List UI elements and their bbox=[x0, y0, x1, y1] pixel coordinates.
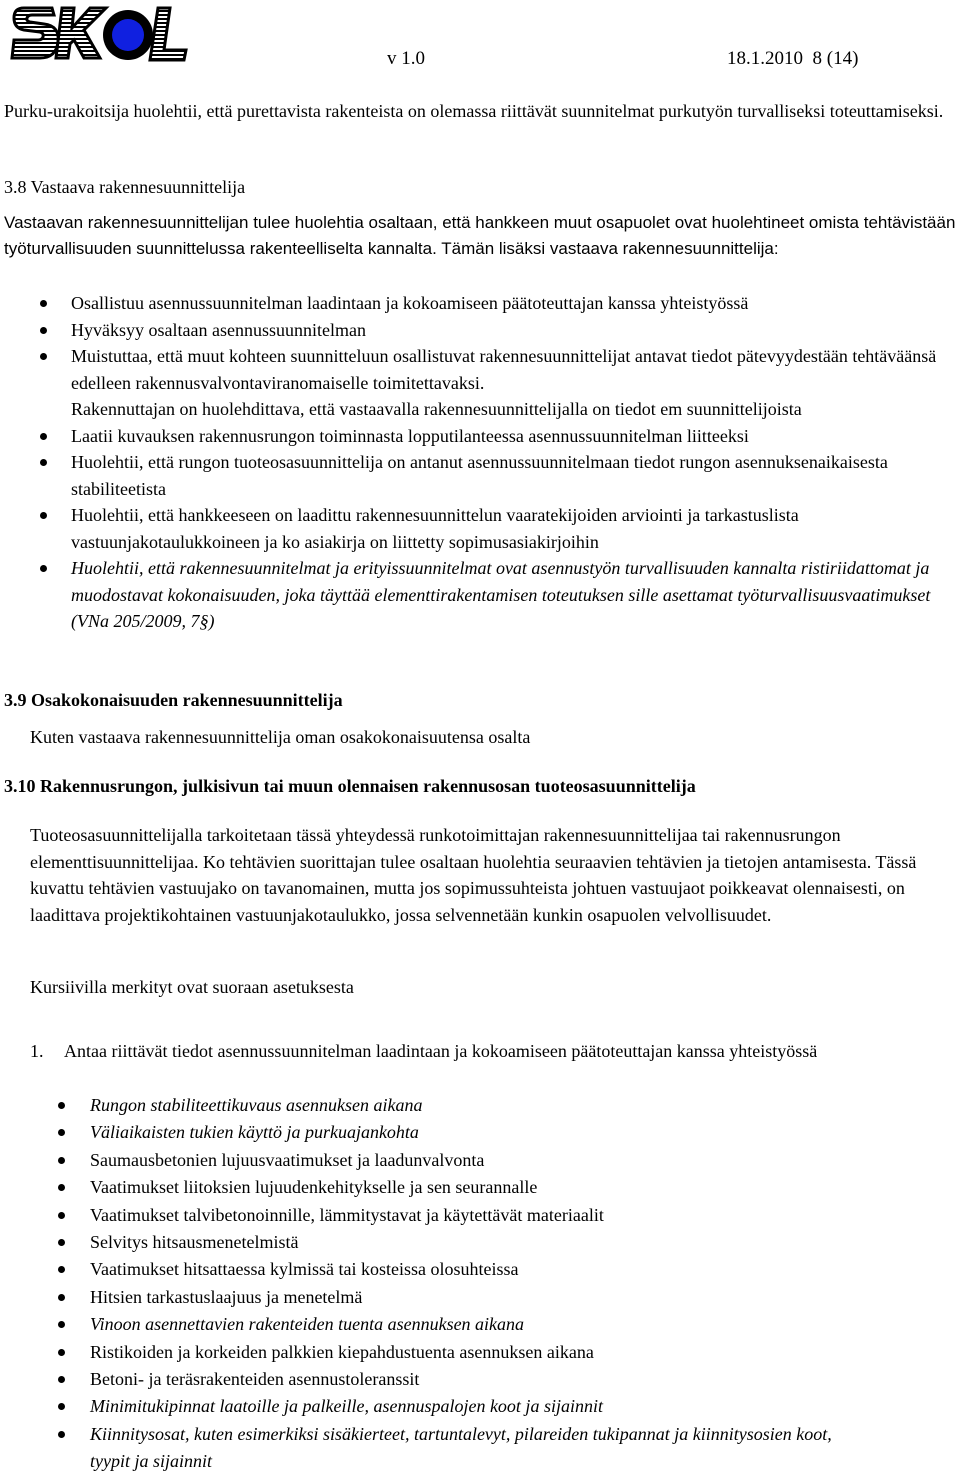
version-label: v 1.0 bbox=[387, 48, 425, 69]
sublist-item-text: Saumausbetonien lujuusvaatimukset ja laadunvalvonta bbox=[90, 1149, 485, 1170]
sublist-item-text: Selvitys hitsausmenetelmistä bbox=[90, 1232, 299, 1253]
sublist-item bbox=[56, 1393, 856, 1420]
list-item-text: Hyväksyy osaltaan asennussuunnitelman bbox=[71, 319, 366, 340]
sublist-item bbox=[56, 1421, 856, 1476]
sublist-item bbox=[56, 1311, 856, 1338]
list-item bbox=[4, 343, 944, 396]
date-page-label: 18.1.2010 8 (14) bbox=[727, 48, 859, 69]
list-item bbox=[4, 396, 944, 423]
list-item-text: Osallistuu asennussuunnitelman laadintaan ja kokoamiseen päätoteuttajan kanssa yhteistyössä bbox=[71, 293, 749, 313]
sublist-item-text: Vaatimukset talvibetonoinnille, lämmitystavat ja käytettävät materiaalit bbox=[90, 1204, 604, 1225]
sublist-item bbox=[56, 1147, 856, 1174]
section-3-9-title: 3.9 Osakokonaisuuden rakennesuunnittelija bbox=[4, 690, 343, 710]
list-item-text: Muistuttaa, että muut kohteen suunnitteluun osallistuvat rakennesuunnittelijat antavat tiedot pätevyydestään tehtäväänsä edelleen rakennusvalvontaviranomaiselle toimitettavaksi. bbox=[71, 346, 937, 393]
numbered-marker: 1. bbox=[30, 1041, 44, 1061]
sublist-item bbox=[56, 1229, 856, 1256]
numbered-item-text: Antaa riittävät tiedot asennussuunnitelman laadintaan ja kokoamiseen päätoteuttajan kanssa yhteistyössä bbox=[64, 1041, 818, 1061]
section-3-10-sublist bbox=[56, 1092, 856, 1476]
italics-note: Kursiivilla merkityt ovat suoraan asetuksesta bbox=[30, 977, 354, 997]
sublist-item bbox=[56, 1202, 856, 1229]
section-3-8-paragraph bbox=[4, 210, 960, 262]
list-item-text: Rakennuttajan on huolehdittava, että vastaavalla rakennesuunnittelijalla on tiedot em suunnittelijoista bbox=[71, 399, 802, 419]
list-item-text: Laatii kuvauksen rakennusrungon toiminnasta lopputilanteessa asennussuunnitelman liitteeksi bbox=[71, 425, 749, 446]
sublist-item-text: Kiinnitysosat, kuten esimerkiksi sisäkierteet, tartuntalevyt, pilareiden tukipannat ja kiinnitysosien koot, tyypit ja sijainnit bbox=[90, 1423, 832, 1472]
intro-paragraph: Purku-urakoitsija huolehtii, että purettavista rakenteista on olemassa riittävät suunnitelmat purkutyön turvalliseksi toteuttamiseksi. bbox=[4, 101, 944, 121]
list-item bbox=[4, 290, 944, 317]
sublist-item-text: Hitsien tarkastuslaajuus ja menetelmä bbox=[90, 1286, 363, 1307]
sublist-item-text: Betoni- ja teräsrakenteiden asennustoleranssit bbox=[90, 1369, 420, 1390]
section-3-8-text: Vastaavan rakennesuunnittelijan tulee huolehtia osaltaan, että hankkeen muut osapuolet ovat huolehtineet omista tehtävistään työturvallisuuden suunnittelussa rakenteelliselta kannalta. bbox=[4, 213, 956, 258]
list-item bbox=[4, 502, 944, 555]
skol-logo bbox=[10, 2, 192, 70]
list-item bbox=[4, 423, 944, 450]
sublist-item bbox=[56, 1284, 856, 1311]
sublist-item-text: Vaatimukset liitoksien lujuudenkehitykselle ja sen seurannalle bbox=[90, 1177, 538, 1198]
section-3-8-title: 3.8 Vastaava rakennesuunnittelija bbox=[4, 177, 246, 197]
section-3-9-paragraph: Kuten vastaava rakennesuunnittelija oman osakokonaisuutensa osalta bbox=[30, 727, 531, 747]
sublist-item bbox=[56, 1092, 856, 1119]
list-item bbox=[4, 555, 944, 635]
sublist-item-text: Väliaikaisten tukien käyttö ja purkuajankohta bbox=[90, 1122, 419, 1143]
sublist-item-text: Minimitukipinnat laatoille ja palkeille, asennuspalojen koot ja sijainnit bbox=[90, 1396, 603, 1417]
sublist-item-text: Vinoon asennettavien rakenteiden tuenta asennuksen aikana bbox=[90, 1314, 525, 1335]
section-3-8-list bbox=[4, 290, 944, 635]
sublist-item bbox=[56, 1174, 856, 1201]
section-3-8-text-2: Tämän lisäksi vastaava rakennesuunnittelija: bbox=[441, 239, 779, 258]
list-item bbox=[4, 449, 944, 502]
sublist-item bbox=[56, 1119, 856, 1146]
sublist-item bbox=[56, 1256, 856, 1283]
list-item-text: Huolehtii, että hankkeeseen on laadittu rakennesuunnittelun vaaratekijoiden arviointi ja tarkastuslista vastuunjakotaulukkoineen ja ko asiakirja on liittetty sopimusasiakirjoihin bbox=[71, 505, 799, 552]
section-3-10-paragraph: Tuoteosasuunnittelijalla tarkoitetaan tässä yhteydessä runkotoimittajan rakennesuunnittelijaa tai rakennusrungon elementtisuunnittelijaa. Ko tehtävien suorittajan tulee osaltaan huolehtia seuraavien tehtävien ja tietojen antamisesta. Tässä kuvattu tehtävien vastuujako on tavanomainen, mutta jos sopimussuhteista johtuen vastuujaot poikkeavat olennaisesti, on laadittava projektikohtainen vastuunjakotaulukko, jossa selvennetään kunkin osapuolen velvollisuudet. bbox=[30, 825, 917, 925]
numbered-item-1 bbox=[30, 1038, 910, 1065]
sublist-item-text: Ristikoiden ja korkeiden palkkien kiepahdustuenta asennuksen aikana bbox=[90, 1341, 594, 1362]
sublist-item bbox=[56, 1366, 856, 1393]
sublist-item bbox=[56, 1339, 856, 1366]
section-3-10-title: 3.10 Rakennusrungon, julkisivun tai muun olennaisen rakennusosan tuoteosasuunnittelija bbox=[4, 776, 696, 796]
list-item-text: Huolehtii, että rungon tuoteosasuunnittelija on antanut asennussuunnitelmaan tiedot rungon asennuksenaikaisesta stabiliteetista bbox=[71, 452, 888, 499]
list-item-text: Huolehtii, että rakennesuunnitelmat ja erityissuunnitelmat ovat asennustyön turvallisuuden kannalta ristiriidattomat ja muodostavat kokonaisuuden, joka täyttää elementtirakentamisen toteutuksen sille asettamat työturvallisuusvaatimukset (VNa 205/2009, 7§) bbox=[71, 558, 931, 631]
sublist-item-text: Rungon stabiliteettikuvaus asennuksen aikana bbox=[90, 1095, 423, 1115]
sublist-item-text: Vaatimukset hitsattaessa kylmissä tai kosteissa olosuhteissa bbox=[90, 1259, 519, 1280]
list-item bbox=[4, 317, 944, 344]
